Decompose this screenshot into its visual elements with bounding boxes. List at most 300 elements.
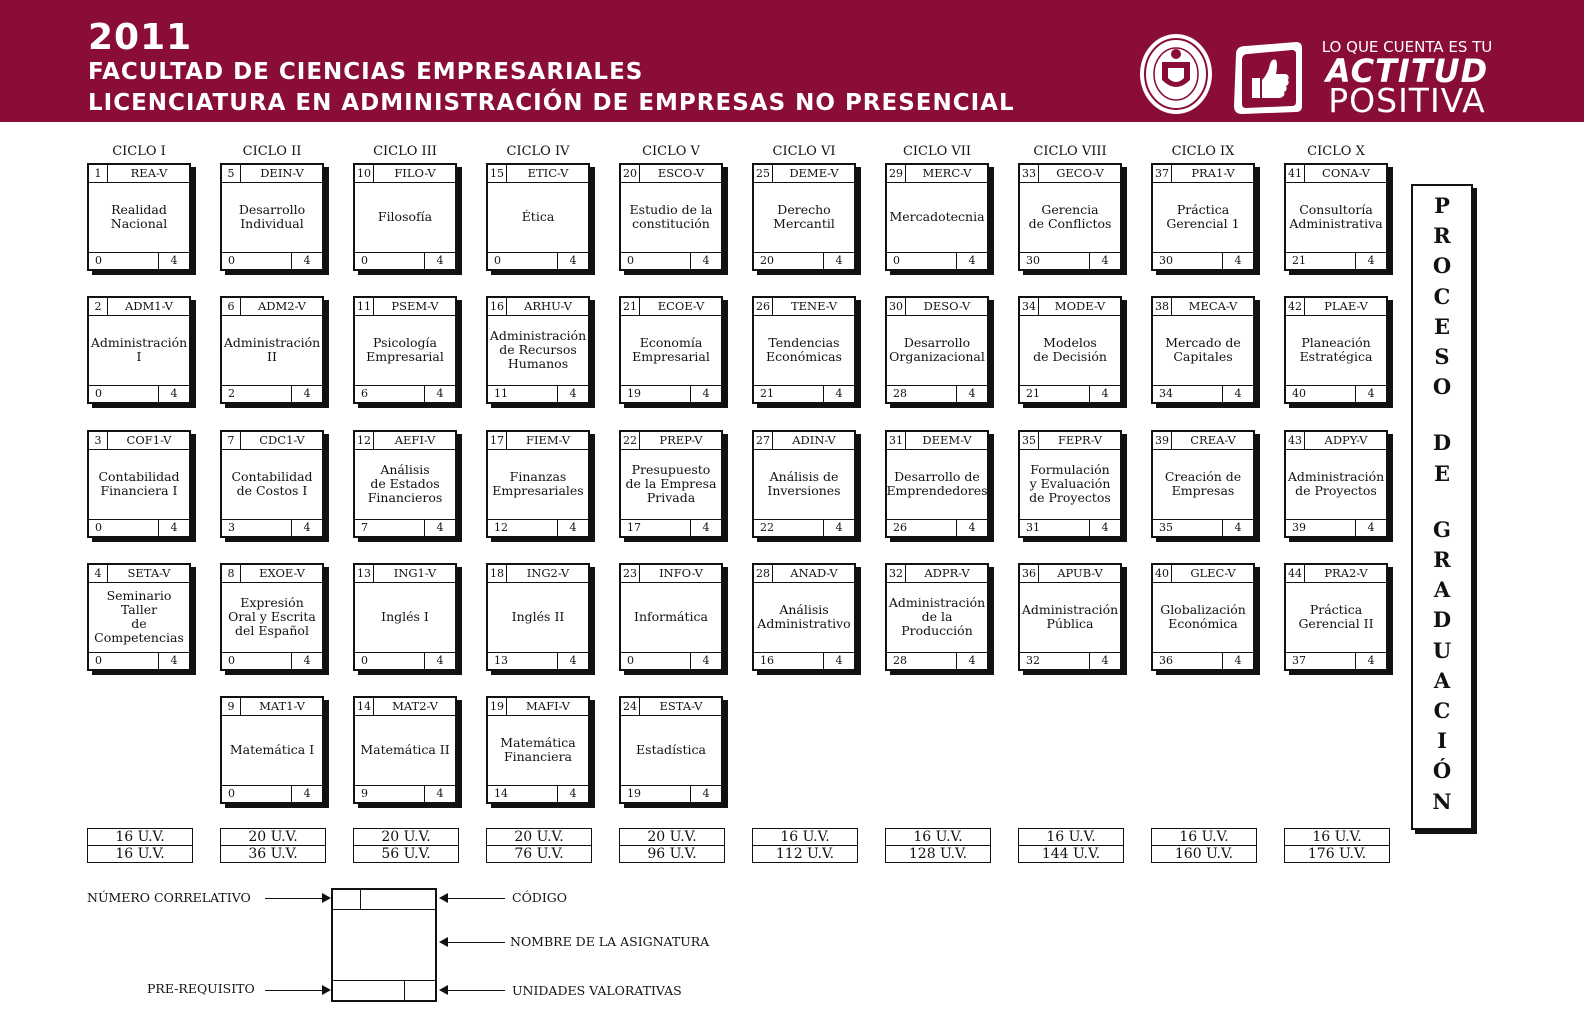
course-box: [1018, 163, 1122, 271]
course-prerequisite: 14: [494, 787, 508, 800]
course-uv: 4: [557, 520, 588, 536]
course-header: [89, 565, 189, 583]
course-box: [752, 563, 856, 671]
cumulative-uv: 56 U.V.: [381, 846, 431, 862]
course-name: Filosofía: [377, 209, 433, 224]
course-uv: 4: [424, 786, 455, 802]
course-prerequisite: 19: [627, 387, 641, 400]
course-name: Contabilidad de Costos I: [231, 469, 313, 498]
course-name: Inglés I: [381, 609, 429, 624]
course-number: 34: [1020, 298, 1039, 315]
course-footer: [488, 385, 588, 402]
graduation-letter: O: [1432, 374, 1452, 400]
course-prerequisite: 22: [760, 521, 774, 534]
course-code: ADM1-V: [125, 299, 173, 313]
graduation-letter: A: [1433, 577, 1451, 603]
course-code: ADPY-V: [1324, 433, 1368, 447]
course-footer: [355, 519, 455, 536]
course-box: [885, 296, 989, 404]
course-number: 41: [1286, 165, 1305, 182]
course-name: Psicología Empresarial: [366, 335, 444, 364]
course-code: DEME-V: [789, 166, 839, 180]
course-header: [488, 165, 588, 183]
cycle-uv: 16 U.V.: [1152, 829, 1256, 846]
course-prerequisite: 36: [1159, 654, 1173, 667]
course-box: [1284, 430, 1388, 538]
course-code: CONA-V: [1322, 166, 1370, 180]
legend-name-label: NOMBRE DE LA ASIGNATURA: [510, 934, 710, 949]
course-footer: [1020, 385, 1120, 402]
course-box: [619, 563, 723, 671]
cumulative-uv: 176 U.V.: [1307, 846, 1367, 862]
course-box: [353, 296, 457, 404]
course-code: MAFI-V: [526, 699, 570, 713]
course-box: [619, 296, 723, 404]
course-number: 1: [89, 165, 108, 182]
course-box: [87, 296, 191, 404]
course-box: [1018, 430, 1122, 538]
cumulative-uv: 128 U.V.: [908, 846, 968, 862]
course-code: ING1-V: [393, 566, 437, 580]
graduation-letter: P: [1434, 193, 1450, 218]
course-prerequisite: 30: [1026, 254, 1040, 267]
course-number: 2: [89, 298, 108, 315]
year-title: 2011: [88, 17, 193, 58]
course-box: [486, 696, 590, 804]
course-code: EXOE-V: [259, 566, 305, 580]
course-name: Práctica Gerencial 1: [1166, 202, 1240, 231]
course-header: [887, 432, 987, 450]
course-uv: 4: [557, 786, 588, 802]
course-prerequisite: 0: [893, 254, 900, 267]
course-name: Estadística: [636, 742, 706, 757]
course-code: MODE-V: [1054, 299, 1106, 313]
course-box: [87, 563, 191, 671]
course-uv: 4: [291, 253, 322, 269]
course-code: DEEM-V: [922, 433, 972, 447]
course-prerequisite: 7: [361, 521, 368, 534]
course-footer: [1286, 252, 1386, 269]
course-code: CDC1-V: [259, 433, 305, 447]
course-uv: 4: [557, 253, 588, 269]
course-footer: [488, 519, 588, 536]
slogan-line-3: POSITIVA: [1328, 81, 1486, 120]
course-box: [1284, 163, 1388, 271]
course-uv: 4: [424, 520, 455, 536]
course-uv: 4: [690, 520, 721, 536]
graduation-letter: D: [1432, 607, 1452, 633]
course-uv: 4: [1355, 386, 1386, 402]
course-header: [1286, 565, 1386, 583]
course-code: PRA2-V: [1324, 566, 1368, 580]
course-prerequisite: 0: [494, 254, 501, 267]
course-box: [619, 163, 723, 271]
course-prerequisite: 0: [95, 654, 102, 667]
cumulative-uv: 160 U.V.: [1174, 846, 1234, 862]
course-uv: 4: [1355, 520, 1386, 536]
course-prerequisite: 30: [1159, 254, 1173, 267]
course-prerequisite: 28: [893, 387, 907, 400]
course-header: [1020, 165, 1120, 183]
course-footer: [754, 385, 854, 402]
course-name: Ética: [521, 209, 555, 224]
course-code: ESCO-V: [657, 166, 705, 180]
cycle-uv: 16 U.V.: [1285, 829, 1389, 846]
course-header: [1286, 432, 1386, 450]
cumulative-uv: 144 U.V.: [1041, 846, 1101, 862]
course-box: [353, 696, 457, 804]
course-box: [1284, 563, 1388, 671]
course-uv: 4: [1355, 253, 1386, 269]
graduation-letter: R: [1433, 223, 1451, 249]
course-box: [752, 430, 856, 538]
course-uv: 4: [291, 653, 322, 669]
course-prerequisite: 12: [494, 521, 508, 534]
course-prerequisite: 0: [95, 521, 102, 534]
course-footer: [621, 785, 721, 802]
course-name: Economía Empresarial: [632, 335, 710, 364]
course-uv: 4: [158, 253, 189, 269]
course-uv: 4: [956, 386, 987, 402]
course-number: 40: [1153, 565, 1172, 582]
course-code: GECO-V: [1056, 166, 1104, 180]
course-uv: 4: [690, 386, 721, 402]
course-uv: 4: [1222, 253, 1253, 269]
course-code: REA-V: [130, 166, 168, 180]
course-number: 26: [754, 298, 773, 315]
course-header: [621, 298, 721, 316]
course-header: [488, 565, 588, 583]
course-uv: 4: [823, 386, 854, 402]
cycle-header: CICLO VII: [902, 144, 972, 159]
course-box: [1151, 563, 1255, 671]
uv-total-box: [752, 828, 858, 863]
course-footer: [754, 252, 854, 269]
course-code: FIEM-V: [525, 433, 571, 447]
graduation-process-box: [1411, 184, 1473, 830]
course-footer: [222, 519, 322, 536]
course-name: Formulación y Evaluación de Proyectos: [1029, 462, 1111, 505]
course-uv: 4: [1222, 386, 1253, 402]
course-name: Globalización Económica: [1160, 602, 1246, 631]
cycle-uv: 20 U.V.: [620, 829, 724, 846]
graduation-letter: R: [1433, 547, 1451, 572]
course-code: PSEM-V: [391, 299, 439, 313]
course-header: [1020, 432, 1120, 450]
course-header: [621, 565, 721, 583]
course-number: 30: [887, 298, 906, 315]
course-code: MAT1-V: [259, 699, 305, 713]
course-prerequisite: 31: [1026, 521, 1040, 534]
course-prerequisite: 0: [228, 787, 235, 800]
course-name: Consultoría Administrativa: [1289, 202, 1383, 231]
course-code: ETIC-V: [527, 166, 569, 180]
course-number: 19: [488, 698, 507, 715]
course-number: 13: [355, 565, 374, 582]
course-uv: 4: [690, 253, 721, 269]
cycle-uv: 16 U.V.: [1019, 829, 1123, 846]
course-header: [222, 165, 322, 183]
course-box: [486, 563, 590, 671]
course-name: Creación de Empresas: [1164, 469, 1242, 498]
course-header: [355, 432, 455, 450]
course-footer: [355, 785, 455, 802]
course-prerequisite: 17: [627, 521, 641, 534]
course-prerequisite: 16: [760, 654, 774, 667]
graduation-letter: A: [1433, 667, 1451, 693]
course-number: 23: [621, 565, 640, 582]
course-code: AEFI-V: [394, 433, 436, 447]
course-footer: [89, 519, 189, 536]
course-name: Administración II: [223, 335, 321, 364]
course-header: [621, 698, 721, 716]
course-number: 44: [1286, 565, 1305, 582]
cycle-header: CICLO V: [642, 144, 700, 159]
course-box: [220, 430, 324, 538]
course-number: 33: [1020, 165, 1039, 182]
course-number: 21: [621, 298, 640, 315]
course-uv: 4: [158, 520, 189, 536]
course-name: Desarrollo Organizacional: [889, 335, 985, 364]
course-name: Análisis Administrativo: [757, 602, 851, 631]
course-header: [1286, 165, 1386, 183]
course-prerequisite: 37: [1292, 654, 1306, 667]
course-header: [89, 298, 189, 316]
course-code: ECOE-V: [657, 299, 705, 313]
graduation-letter: D: [1432, 430, 1452, 456]
course-header: [222, 298, 322, 316]
cycle-uv: 16 U.V.: [88, 829, 192, 846]
course-footer: [89, 652, 189, 669]
course-box: [619, 430, 723, 538]
course-name: Matemática I: [229, 742, 315, 757]
course-box: [353, 163, 457, 271]
course-name: Derecho Mercantil: [773, 202, 835, 231]
course-header: [1153, 165, 1253, 183]
course-header: [1020, 565, 1120, 583]
course-number: 16: [488, 298, 507, 315]
course-prerequisite: 0: [95, 387, 102, 400]
course-footer: [355, 252, 455, 269]
course-name: Estudio de la constitución: [629, 202, 713, 231]
graduation-letter: I: [1437, 728, 1447, 754]
legend-arrow-uv: [441, 990, 505, 991]
course-footer: [222, 385, 322, 402]
course-number: 31: [887, 432, 906, 449]
cycle-uv: 20 U.V.: [221, 829, 325, 846]
legend-arrow-number: [265, 898, 329, 899]
course-code: APUB-V: [1057, 566, 1103, 580]
cycle-header: CICLO X: [1307, 144, 1365, 159]
course-prerequisite: 0: [228, 254, 235, 267]
course-prerequisite: 19: [627, 787, 641, 800]
course-number: 35: [1020, 432, 1039, 449]
uv-total-box: [619, 828, 725, 863]
course-name: Finanzas Empresariales: [492, 469, 584, 498]
course-number: 11: [355, 298, 374, 315]
course-name: Tendencias Económicas: [766, 335, 842, 364]
course-header: [887, 565, 987, 583]
course-uv: 4: [1355, 653, 1386, 669]
course-code: PRA1-V: [1191, 166, 1235, 180]
course-uv: 4: [1089, 386, 1120, 402]
course-code: DESO-V: [923, 299, 971, 313]
course-header: [355, 698, 455, 716]
cycle-uv: 20 U.V.: [354, 829, 458, 846]
graduation-letter: E: [1433, 460, 1450, 486]
course-name: Informática: [634, 609, 708, 624]
course-code: TENE-V: [790, 299, 838, 313]
course-footer: [1286, 519, 1386, 536]
cumulative-uv: 96 U.V.: [647, 846, 697, 862]
course-footer: [222, 652, 322, 669]
cycle-header: CICLO VIII: [1033, 144, 1107, 159]
course-footer: [1286, 385, 1386, 402]
course-number: 18: [488, 565, 507, 582]
course-code: ING2-V: [526, 566, 570, 580]
course-prerequisite: 11: [494, 387, 508, 400]
course-footer: [1020, 652, 1120, 669]
course-prerequisite: 28: [893, 654, 907, 667]
course-number: 17: [488, 432, 507, 449]
course-footer: [1153, 385, 1253, 402]
course-number: 20: [621, 165, 640, 182]
course-name: Práctica Gerencial II: [1298, 602, 1374, 631]
course-footer: [1020, 252, 1120, 269]
course-footer: [621, 385, 721, 402]
course-code: DEIN-V: [260, 166, 304, 180]
course-name: Planeación Estratégica: [1299, 335, 1373, 364]
cycle-header: CICLO I: [112, 144, 166, 159]
course-prerequisite: 0: [228, 654, 235, 667]
legend-arrow-code: [441, 898, 505, 899]
course-number: 37: [1153, 165, 1172, 182]
course-number: 29: [887, 165, 906, 182]
course-prerequisite: 21: [760, 387, 774, 400]
course-footer: [621, 652, 721, 669]
graduation-letter: S: [1434, 344, 1450, 369]
course-name: Administración Pública: [1021, 602, 1119, 631]
course-uv: 4: [1089, 653, 1120, 669]
course-footer: [488, 652, 588, 669]
course-header: [355, 298, 455, 316]
course-box: [353, 563, 457, 671]
course-name: Administración de Recursos Humanos: [489, 328, 587, 371]
course-code: ADM2-V: [258, 299, 306, 313]
course-name: Administración de Proyectos: [1287, 469, 1385, 498]
course-box: [87, 163, 191, 271]
course-prerequisite: 9: [361, 787, 368, 800]
course-name: Contabilidad Financiera I: [98, 469, 180, 498]
course-name: Mercado de Capitales: [1165, 335, 1241, 364]
course-name: Administración de la Producción: [888, 595, 986, 638]
course-footer: [488, 252, 588, 269]
course-number: 27: [754, 432, 773, 449]
course-number: 32: [887, 565, 906, 582]
course-code: CREA-V: [1190, 433, 1236, 447]
course-number: 15: [488, 165, 507, 182]
course-prerequisite: 39: [1292, 521, 1306, 534]
course-box: [486, 163, 590, 271]
course-prerequisite: 34: [1159, 387, 1173, 400]
course-prerequisite: 20: [760, 254, 774, 267]
course-footer: [887, 252, 987, 269]
course-number: 28: [754, 565, 773, 582]
course-header: [887, 165, 987, 183]
course-header: [1153, 432, 1253, 450]
course-number: 3: [89, 432, 108, 449]
course-name: Inglés II: [511, 609, 565, 624]
course-box: [486, 430, 590, 538]
course-number: 4: [89, 565, 108, 582]
course-prerequisite: 40: [1292, 387, 1306, 400]
course-header: [754, 298, 854, 316]
cycle-header: CICLO IX: [1171, 144, 1235, 159]
course-uv: 4: [690, 653, 721, 669]
course-header: [222, 565, 322, 583]
course-prerequisite: 13: [494, 654, 508, 667]
course-uv: 4: [956, 520, 987, 536]
course-number: 12: [355, 432, 374, 449]
legend-arrow-prereq: [265, 990, 329, 991]
course-footer: [1286, 652, 1386, 669]
course-uv: 4: [291, 386, 322, 402]
course-header: [1153, 565, 1253, 583]
course-uv: 4: [956, 653, 987, 669]
course-code: FEPR-V: [1057, 433, 1103, 447]
course-number: 7: [222, 432, 241, 449]
course-uv: 4: [956, 253, 987, 269]
legend-course-box: [331, 888, 437, 1002]
course-header: [355, 165, 455, 183]
course-uv: 4: [291, 786, 322, 802]
cycle-header: CICLO IV: [506, 144, 570, 159]
course-footer: [621, 519, 721, 536]
course-prerequisite: 26: [893, 521, 907, 534]
course-code: MAT2-V: [392, 699, 438, 713]
course-footer: [754, 652, 854, 669]
course-number: 14: [355, 698, 374, 715]
course-number: 9: [222, 698, 241, 715]
course-uv: 4: [424, 386, 455, 402]
course-uv: 4: [823, 653, 854, 669]
course-prerequisite: 0: [627, 254, 634, 267]
course-code: ESTA-V: [659, 699, 703, 713]
course-uv: 4: [158, 386, 189, 402]
course-header: [89, 432, 189, 450]
cumulative-uv: 112 U.V.: [775, 846, 835, 862]
course-header: [222, 698, 322, 716]
course-box: [752, 163, 856, 271]
course-header: [488, 298, 588, 316]
course-code: INFO-V: [659, 566, 703, 580]
course-code: ADIN-V: [792, 433, 836, 447]
course-prerequisite: 0: [361, 654, 368, 667]
course-number: 39: [1153, 432, 1172, 449]
course-header: [1286, 298, 1386, 316]
course-code: ANAD-V: [790, 566, 838, 580]
course-uv: 4: [291, 520, 322, 536]
course-code: ADPR-V: [924, 566, 970, 580]
course-footer: [621, 252, 721, 269]
course-footer: [754, 519, 854, 536]
course-box: [353, 430, 457, 538]
course-box: [619, 696, 723, 804]
slogan-line-1: LO QUE CUENTA ES TU: [1321, 38, 1493, 56]
course-uv: 4: [158, 653, 189, 669]
cumulative-uv: 16 U.V.: [115, 846, 165, 862]
legend-number-label: NÚMERO CORRELATIVO: [87, 890, 251, 905]
